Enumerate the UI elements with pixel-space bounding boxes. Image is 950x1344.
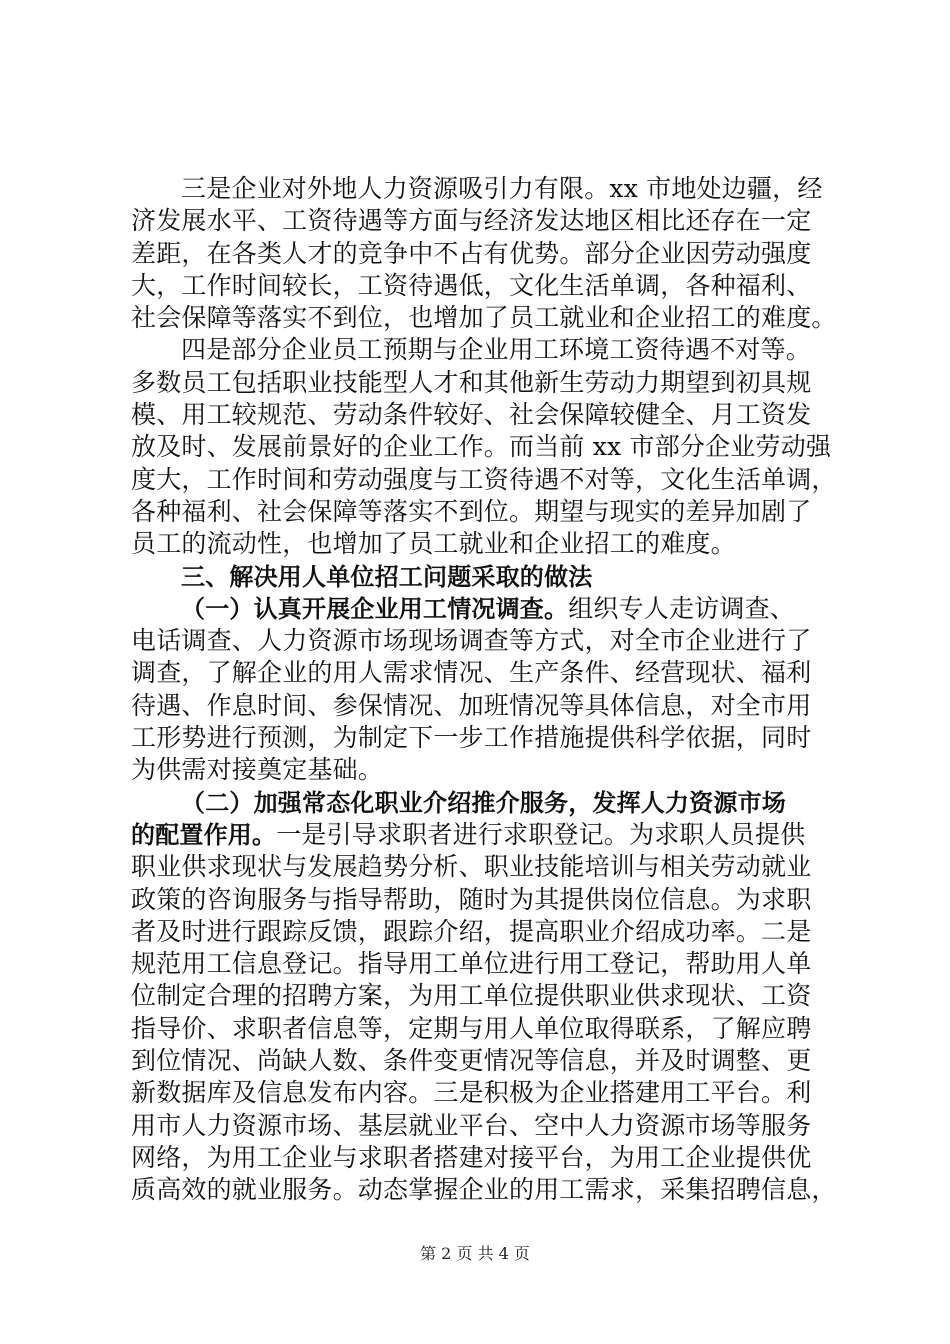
document-body: [131, 173, 837, 1207]
text-line: [131, 1013, 831, 1045]
body-text: 新数据库及信息发布内容。三是积极为企业搭建用工平台。利: [131, 1078, 812, 1108]
body-text: 模、用工较规范、劳动条件较好、社会保障较健全、月工资发: [131, 400, 812, 430]
body-text: 电话调查、人力资源市场现场调查等方式，对全市企业进行了: [131, 626, 812, 656]
body-text: 指导价、求职者信息等，定期与用人单位取得联系，了解应聘: [131, 1013, 812, 1043]
text-line: [131, 238, 831, 270]
text-line: [131, 884, 831, 916]
text-line: [131, 464, 837, 496]
body-text: 规范用工信息登记。指导用工单位进行用工登记，帮助用人单: [131, 949, 812, 979]
body-text: 度大，工作时间和劳动强度与工资待遇不对等，文化生活单调，: [131, 464, 837, 494]
body-text: 者及时进行跟踪反馈，跟踪介绍，提高职业介绍成功率。二是: [131, 916, 812, 946]
text-line: [131, 980, 831, 1012]
body-text: 用市人力资源市场、基层就业平台、空中人力资源市场等服务: [131, 1110, 812, 1140]
text-line: [131, 528, 831, 560]
body-text: 为供需对接奠定基础。: [131, 755, 384, 785]
text-line: [131, 1045, 831, 1077]
body-text: 位制定合理的招聘方案，为用工单位提供职业供求现状、工资: [131, 981, 812, 1011]
text-line: [131, 1110, 831, 1142]
text-line: [131, 1174, 837, 1206]
body-text: 员工的流动性，也增加了员工就业和企业招工的难度。: [131, 529, 736, 559]
text-line: [131, 722, 831, 754]
text-line: [131, 173, 831, 205]
text-line: [131, 787, 831, 819]
text-line: [131, 367, 831, 399]
body-text: 政策的咨询服务与指导帮助，随时为其提供岗位信息。为求职: [131, 884, 812, 914]
body-text: 调查，了解企业的用人需求情况、生产条件、经营现状、福利: [131, 658, 812, 688]
body-text: 工形势进行预测，为制定下一步工作措施提供科学依据，同时: [131, 723, 812, 753]
text-line: [131, 431, 831, 463]
bold-heading-text: 三、解决用人单位招工问题采取的做法: [181, 562, 593, 591]
body-text: 职业供求现状与发展趋势分析、职业技能培训与相关劳动就业: [131, 852, 812, 882]
body-text: 组织专人走访调查、: [568, 593, 796, 623]
text-line: [131, 625, 831, 657]
page-footer: 第 2 页 共 4 页: [420, 1244, 530, 1263]
bold-heading-text: （二）加强常态化职业介绍推介服务，发挥人力资源市场: [181, 788, 786, 817]
text-line: [131, 1077, 831, 1109]
body-text: 差距，在各类人才的竞争中不占有优势。部分企业因劳动强度: [131, 238, 812, 268]
body-text: 一是引导求职者进行求职登记。为求职人员提供: [276, 819, 806, 849]
body-text: 质高效的就业服务。动态掌握企业的用工需求，采集招聘信息，: [131, 1175, 837, 1205]
text-line: [131, 851, 831, 883]
bold-heading-text: （一）认真开展企业用工情况调查。: [181, 594, 569, 623]
body-text: 放及时、发展前景好的企业工作。而当前 xx 市部分企业劳动强: [131, 432, 832, 462]
text-line: [131, 754, 831, 786]
text-line: [131, 561, 831, 593]
text-line: [131, 334, 831, 366]
body-text: 多数员工包括职业技能型人才和其他新生劳动力期望到初具规: [131, 367, 812, 397]
text-line: [131, 399, 831, 431]
body-text: 大，工作时间较长，工资待遇低，文化生活单调，各种福利、: [131, 270, 812, 300]
body-text: 各种福利、社会保障等落实不到位。期望与现实的差异加剧了: [131, 496, 812, 526]
text-line: [131, 205, 831, 237]
text-line: [131, 657, 831, 689]
body-text: 四是部分企业员工预期与企业用工环境工资待遇不对等。: [181, 335, 812, 365]
body-text: 济发展水平、工资待遇等方面与经济发达地区相比还存在一定: [131, 206, 812, 236]
text-line: [131, 690, 831, 722]
text-line: [131, 302, 837, 334]
body-text: 到位情况、尚缺人数、条件变更情况等信息，并及时调整、更: [131, 1046, 812, 1076]
text-line: [131, 948, 831, 980]
body-text: 社会保障等落实不到位，也增加了员工就业和企业招工的难度。: [131, 303, 837, 333]
text-line: [131, 593, 831, 625]
body-text: 待遇、作息时间、参保情况、加班情况等具体信息，对全市用: [131, 690, 812, 720]
text-line: [131, 496, 831, 528]
body-text: 网络，为用工企业与求职者搭建对接平台，为用工企业提供优: [131, 1142, 812, 1172]
body-text: 三是企业对外地人力资源吸引力有限。xx 市地处边疆，经: [181, 174, 823, 203]
text-line: [131, 819, 831, 851]
text-line: [131, 1142, 831, 1174]
text-line: [131, 916, 831, 948]
bold-heading-text: 的配置作用。: [131, 820, 277, 849]
text-line: [131, 270, 831, 302]
